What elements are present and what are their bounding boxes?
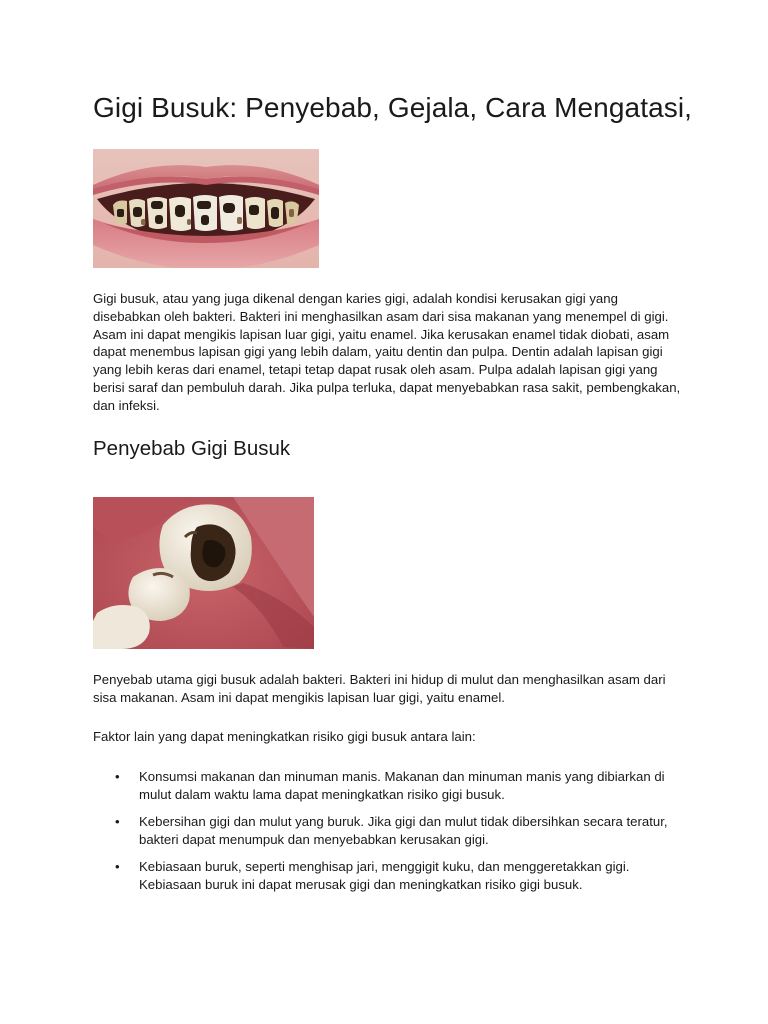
- bullet-icon: •: [115, 858, 120, 874]
- risk-factor-list: [93, 768, 683, 903]
- cause-paragraph: Penyebab utama gigi busuk adalah bakteri. Bakteri ini hidup di mulut dan menghasilkan asam dari sisa makanan. Asam ini dapat mengikis lapisan luar gigi, yaitu enamel.: [93, 672, 666, 705]
- bullet-icon: •: [115, 813, 120, 829]
- list-item: [93, 768, 669, 804]
- decayed-teeth-photo: [93, 149, 319, 268]
- list-item-text: Konsumsi makanan dan minuman manis. Makanan dan minuman manis yang dibiarkan di mulut dalam waktu lama dapat meningkatkan risiko gigi busuk.: [139, 769, 665, 802]
- factors-intro: Faktor lain yang dapat meningkatkan risiko gigi busuk antara lain:: [93, 729, 476, 744]
- list-item-text: Kebersihan gigi dan mulut yang buruk. Jika gigi dan mulut tidak dibersihkan secara teratur, bakteri dapat menumpuk dan menyebabkan kerusakan gigi.: [139, 813, 668, 847]
- bullet-icon: •: [115, 769, 120, 784]
- list-item-text: Kebiasaan buruk, seperti menghisap jari, menggigit kuku, dan menggeretakkan gigi. Kebiasaan buruk ini dapat merusak gigi dan meningkatkan risiko gigi busuk.: [139, 858, 630, 892]
- list-item: [93, 858, 669, 894]
- intro-paragraph: Gigi busuk, atau yang juga dikenal dengan karies gigi, adalah kondisi kerusakan gigi yang disebabkan oleh bakteri. Bakteri ini menghasilkan asam dari sisa makanan yang menempel di gigi. Asam ini dapat mengikis lapisan luar gigi, yaitu enamel. Jika kerusakan enamel tidak diobati, asam dapat menembus lapisan gigi yang lebih dalam, yaitu dentin dan pulpa. Dentin adalah lapisan gigi yang lebih keras dari enamel, tetapi tetap dapat rusak oleh asam. Pulpa adalah lapisan gigi yang berisi saraf dan pembuluh darah. Jika pulpa terluka, dapat menyebabkan rasa sakit, pembengkakan, dan infeksi.: [93, 291, 681, 413]
- list-item: [93, 813, 669, 849]
- section-heading: Penyebab Gigi Busuk: [93, 437, 291, 460]
- molar-cavity-photo: [93, 497, 314, 649]
- document-title: Gigi Busuk: Penyebab, Gejala, Cara Mengatasi,: [93, 92, 693, 123]
